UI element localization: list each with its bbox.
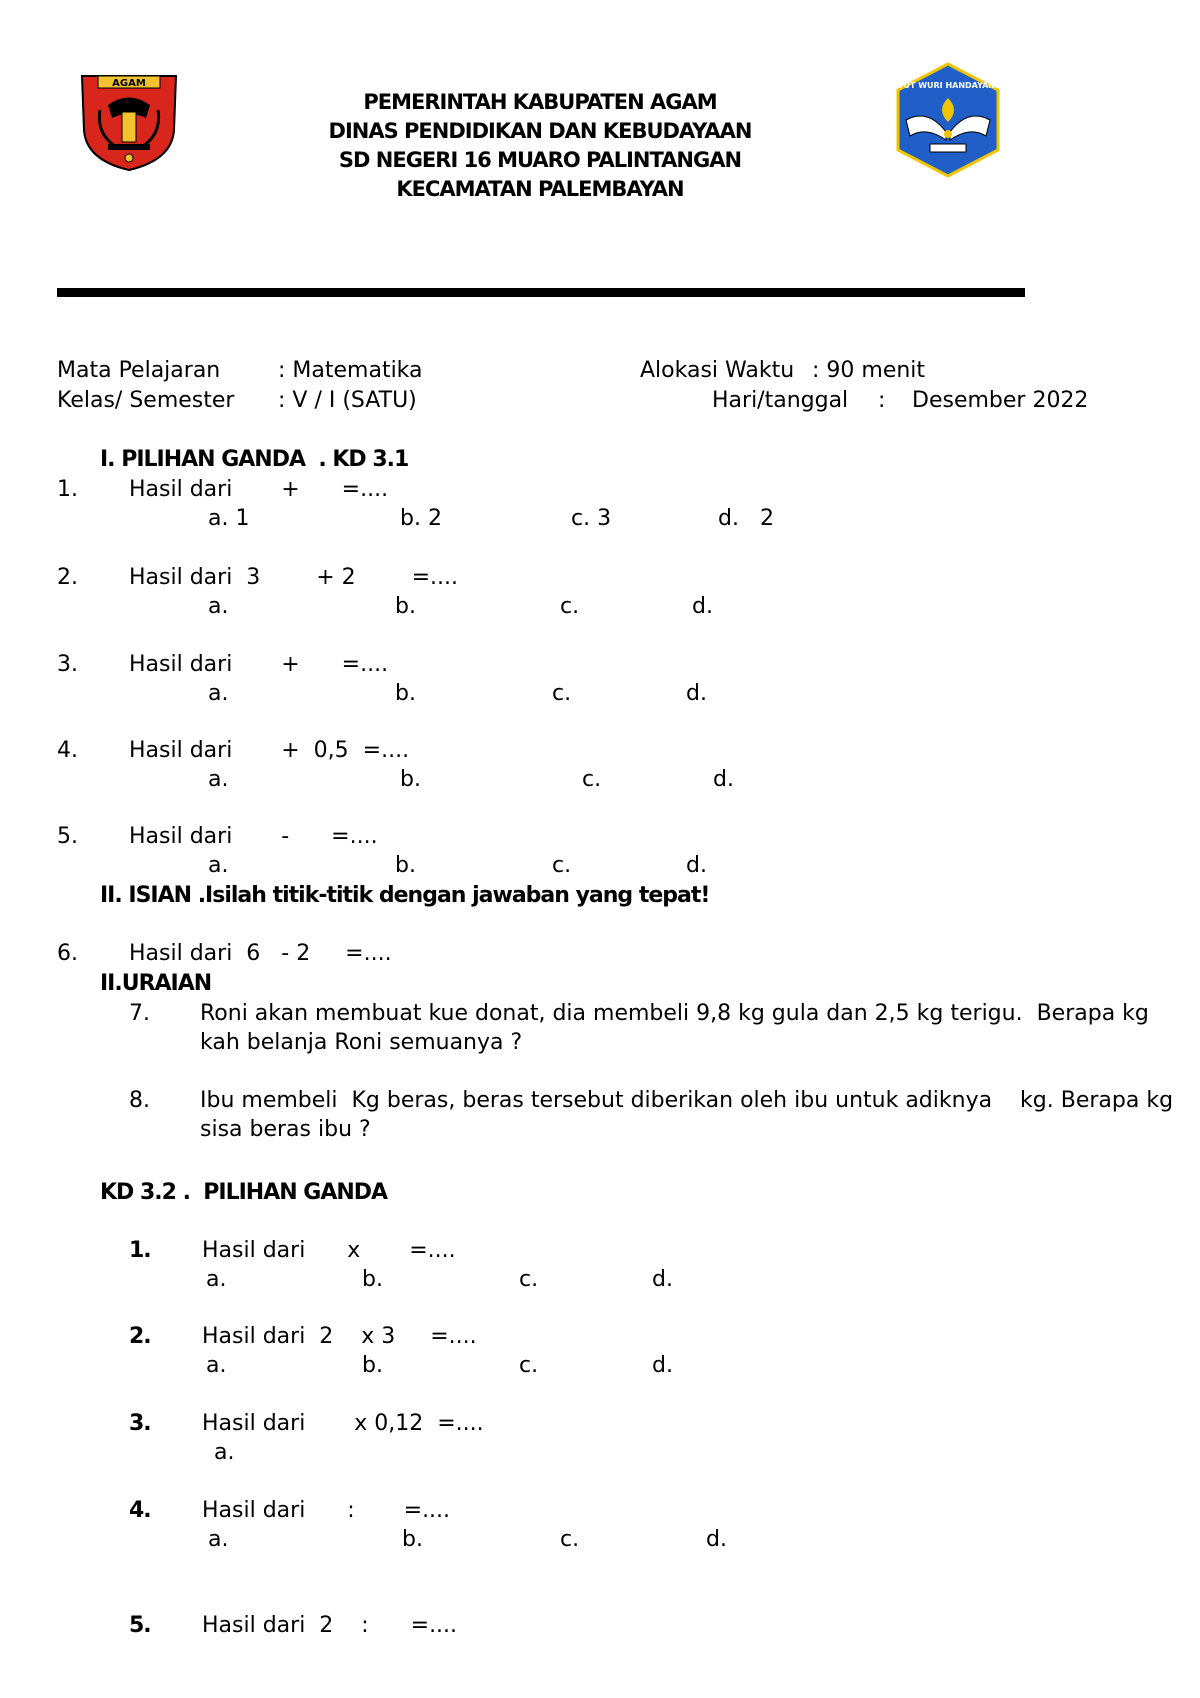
s1-q3-option-d: d. bbox=[686, 681, 707, 706]
s3-q7-number: 7. bbox=[129, 1001, 150, 1026]
s4-q5-text: Hasil dari 2 : =.... bbox=[202, 1613, 458, 1638]
s1-q5-option-b: b. bbox=[395, 853, 416, 878]
s4-q3-option-a: a. bbox=[214, 1440, 235, 1465]
s3-q7-line1: Roni akan membuat kue donat, dia membeli 9,8 kg gula dan 2,5 kg terigu. Berapa kg bbox=[200, 1001, 1149, 1026]
s1-q2-option-a: a. bbox=[208, 594, 229, 619]
alokasi-value: : 90 menit bbox=[812, 358, 926, 383]
s1-q1-option-c: c. 3 bbox=[571, 506, 612, 531]
s1-q2-number: 2. bbox=[57, 565, 78, 590]
s3-q8-line2: sisa beras ibu ? bbox=[200, 1117, 371, 1142]
s4-q4-number: 4. bbox=[129, 1498, 151, 1523]
s1-q3-option-a: a. bbox=[208, 681, 229, 706]
s4-q1-number: 1. bbox=[129, 1238, 151, 1263]
s1-q4-option-d: d. bbox=[713, 767, 734, 792]
svg-text:TUT WURI HANDAYANI: TUT WURI HANDAYANI bbox=[898, 81, 998, 90]
s1-q5-option-c: c. bbox=[552, 853, 572, 878]
s1-q3-option-b: b. bbox=[395, 681, 416, 706]
s1-q1-text: Hasil dari + =.... bbox=[129, 477, 389, 502]
section3-title: II.URAIAN bbox=[100, 971, 212, 996]
s4-q1-option-d: d. bbox=[652, 1267, 673, 1292]
s4-q2-text: Hasil dari 2 x 3 =.... bbox=[202, 1324, 477, 1349]
svg-text:AGAM: AGAM bbox=[112, 78, 146, 89]
s2-q6-text: Hasil dari 6 - 2 =.... bbox=[129, 941, 392, 966]
s4-q2-number: 2. bbox=[129, 1324, 151, 1349]
s4-q1-option-c: c. bbox=[519, 1267, 539, 1292]
s1-q4-number: 4. bbox=[57, 738, 78, 763]
s1-q2-text: Hasil dari 3 + 2 =.... bbox=[129, 565, 459, 590]
s4-q4-text: Hasil dari : =.... bbox=[202, 1498, 451, 1523]
s4-q5-number: 5. bbox=[129, 1613, 151, 1638]
s1-q4-option-a: a. bbox=[208, 767, 229, 792]
s4-q3-number: 3. bbox=[129, 1411, 151, 1436]
s3-q7-line2: kah belanja Roni semuanya ? bbox=[200, 1030, 523, 1055]
s4-q1-text: Hasil dari x =.... bbox=[202, 1238, 456, 1263]
alokasi-label: Alokasi Waktu bbox=[640, 358, 795, 383]
s1-q5-text: Hasil dari - =.... bbox=[129, 824, 378, 849]
kelas-value: : V / I (SATU) bbox=[278, 388, 417, 413]
s1-q1-option-b: b. 2 bbox=[400, 506, 442, 531]
s4-q2-option-a: a. bbox=[206, 1353, 227, 1378]
section1-title: I. PILIHAN GANDA . KD 3.1 bbox=[100, 447, 409, 472]
s4-q3-text: Hasil dari x 0,12 =.... bbox=[202, 1411, 484, 1436]
mapel-label: Mata Pelajaran bbox=[57, 358, 221, 383]
s1-q5-number: 5. bbox=[57, 824, 78, 849]
section4-title: KD 3.2 . PILIHAN GANDA bbox=[100, 1180, 388, 1205]
s4-q1-option-b: b. bbox=[362, 1267, 383, 1292]
s1-q3-text: Hasil dari + =.... bbox=[129, 652, 389, 677]
header-line-2: DINAS PENDIDIKAN DAN KEBUDAYAAN bbox=[328, 119, 752, 143]
s1-q5-option-a: a. bbox=[208, 853, 229, 878]
hari-value: Desember 2022 bbox=[912, 388, 1089, 413]
s1-q1-option-a: a. 1 bbox=[208, 506, 250, 531]
s4-q4-option-a: a. bbox=[208, 1527, 229, 1552]
s1-q3-number: 3. bbox=[57, 652, 78, 677]
s1-q1-number: 1. bbox=[57, 477, 78, 502]
s4-q2-option-c: c. bbox=[519, 1353, 539, 1378]
header-divider bbox=[57, 288, 1025, 297]
s1-q4-option-c: c. bbox=[582, 767, 602, 792]
s1-q5-option-d: d. bbox=[686, 853, 707, 878]
hari-label: Hari/tanggal bbox=[712, 388, 849, 413]
s1-q2-option-c: c. bbox=[560, 594, 580, 619]
section2-title: II. ISIAN .Isilah titik-titik dengan jawaban yang tepat! bbox=[100, 883, 710, 908]
s1-q4-text: Hasil dari + 0,5 =.... bbox=[129, 738, 410, 763]
s4-q2-option-b: b. bbox=[362, 1353, 383, 1378]
s1-q3-option-c: c. bbox=[552, 681, 572, 706]
header-line-1: PEMERINTAH KABUPATEN AGAM bbox=[363, 90, 717, 114]
kelas-label: Kelas/ Semester bbox=[57, 388, 235, 413]
s1-q4-option-b: b. bbox=[400, 767, 421, 792]
mapel-value: : Matematika bbox=[278, 358, 423, 383]
s4-q1-option-a: a. bbox=[206, 1267, 227, 1292]
agam-regency-logo bbox=[78, 70, 180, 172]
header-line-3: SD NEGERI 16 MUARO PALINTANGAN bbox=[338, 148, 742, 172]
s4-q4-option-b: b. bbox=[402, 1527, 423, 1552]
s1-q1-option-d: d. 2 bbox=[718, 506, 774, 531]
s4-q4-option-d: d. bbox=[706, 1527, 727, 1552]
header-line-4: KECAMATAN PALEMBAYAN bbox=[396, 177, 684, 201]
tut-wuri-handayani-logo bbox=[888, 60, 1008, 180]
s4-q2-option-d: d. bbox=[652, 1353, 673, 1378]
s1-q2-option-b: b. bbox=[395, 594, 416, 619]
s2-q6-number: 6. bbox=[57, 941, 78, 966]
s3-q8-number: 8. bbox=[129, 1088, 150, 1113]
hari-sep: : bbox=[878, 388, 886, 413]
s4-q4-option-c: c. bbox=[560, 1527, 580, 1552]
s1-q2-option-d: d. bbox=[692, 594, 713, 619]
s3-q8-line1: Ibu membeli Kg beras, beras tersebut diberikan oleh ibu untuk adiknya kg. Berapa kg bbox=[200, 1088, 1174, 1113]
